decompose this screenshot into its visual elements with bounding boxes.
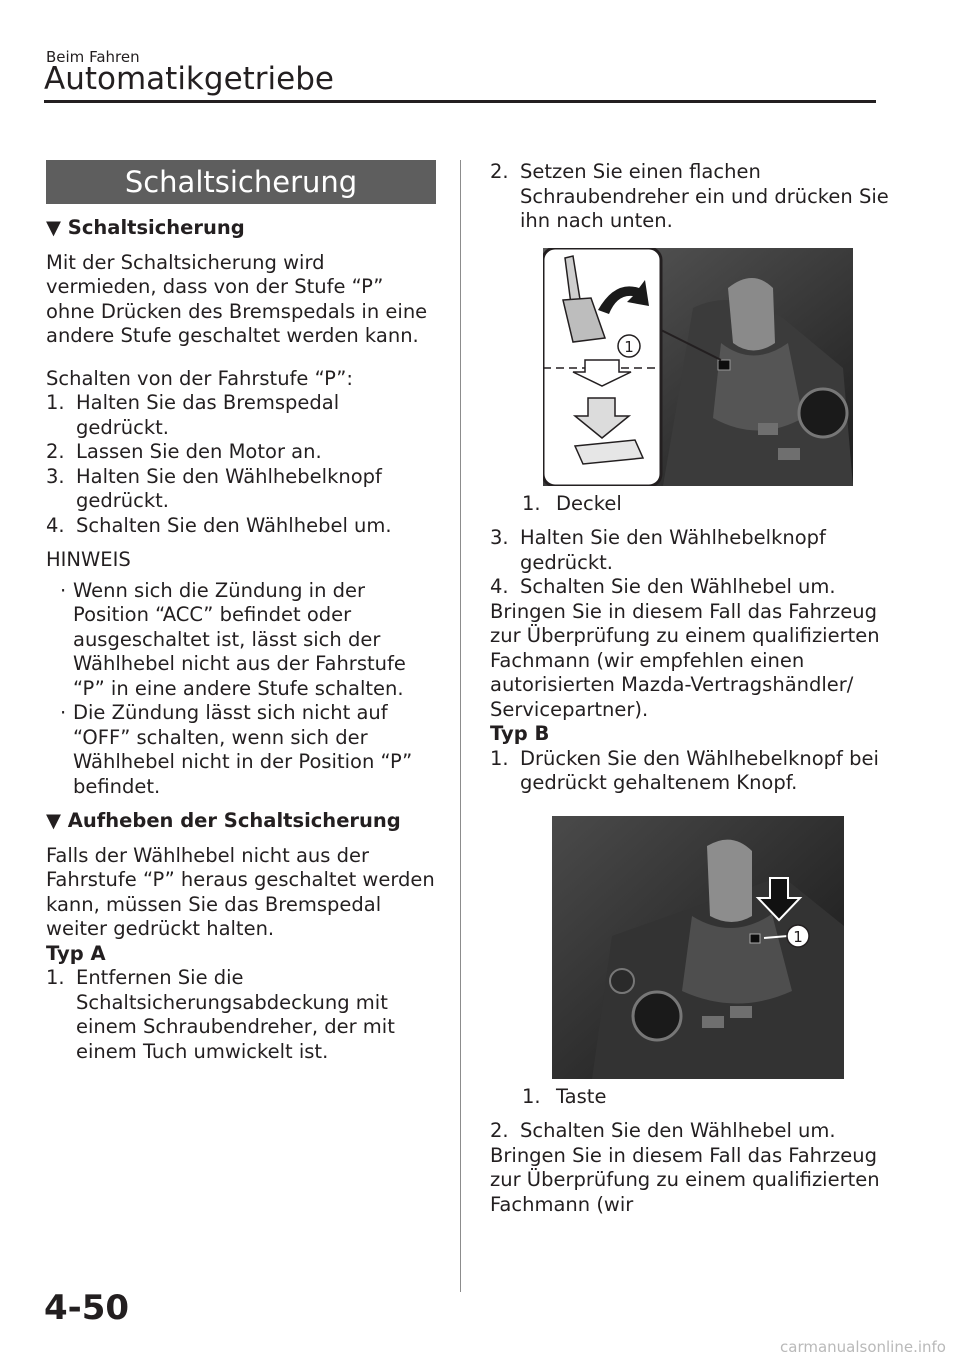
list-item: 3. Halten Sie den Wählhebelknopf gedrückt. (490, 526, 826, 574)
shift-steps (46, 391, 436, 538)
watermark: carmanualsonline.info (780, 1338, 946, 1356)
list-item: 1. Entfernen Sie die Schaltsicherungsabdeckung mit einem Schraubendreher, der mit einem Tuch umwickelt ist. (46, 966, 395, 1063)
gear-selector-illustration (543, 248, 853, 486)
triangle-down-icon: ▼ (46, 216, 61, 239)
page-number: 4-50 (44, 1288, 130, 1328)
triangle-down-icon: ▼ (46, 809, 61, 832)
figure-callout: 1 (793, 927, 803, 946)
header-title: Automatikgetriebe (44, 61, 334, 97)
left-column (46, 160, 436, 1064)
figure-caption: 1. Taste (522, 1084, 607, 1108)
column-divider (460, 160, 461, 1292)
inspection-paragraph-2: Bringen Sie in diesem Fall das Fahrzeug zur Überprüfung zu einem qualifizierten Fachmann (wir (490, 1143, 880, 1216)
inspection-paragraph: Bringen Sie in diesem Fall das Fahrzeug zur Überprüfung zu einem qualifizierten Fachmann (wir empfehlen einen autorisierten Mazda-Vertragshändler/ Servicepartner). (490, 599, 880, 721)
list-item: 3. Halten Sie den Wählhebelknopf gedrückt. (46, 464, 382, 512)
list-item: 2. Lassen Sie den Motor an. (46, 440, 322, 463)
list-item: 2. Schalten Sie den Wählhebel um. (490, 1119, 836, 1142)
type-b-label: Typ B (490, 722, 550, 745)
list-item: 1. Halten Sie das Bremspedal gedrückt. (46, 391, 340, 439)
list-item: 2. Setzen Sie einen flachen Schraubendreher ein und drücken Sie ihn nach unten. (490, 160, 889, 232)
figure-caption: 1. Deckel (522, 491, 622, 515)
note-item: · Die Zündung lässt sich nicht auf “OFF” schalten, wenn sich der Wählhebel nicht in der Position “P” befindet. (60, 701, 413, 798)
bullet-dot-icon: · (60, 578, 67, 602)
section-banner: Schaltsicherung (46, 160, 436, 204)
note-item: · Wenn sich die Zündung in der Position “ACC” befindet oder ausgeschaltet ist, lässt sich der Wählhebel nicht aus der Fahrstufe “P” in eine andere Stufe schalten. (60, 578, 406, 700)
subheading-shift-lock: ▼ Schaltsicherung (46, 216, 245, 239)
figure-callout: 1 (624, 337, 634, 356)
list-item: 1. Drücken Sie den Wählhebelknopf bei gedrückt gehaltenem Knopf. (490, 746, 879, 794)
list-item: 4. Schalten Sie den Wählhebel um. (490, 575, 836, 598)
intro-paragraph: Mit der Schaltsicherung wird vermieden, dass von der Stufe “P” ohne Drücken des Bremspedals in eine andere Stufe geschaltet werden kann. (46, 250, 428, 347)
note-label: HINWEIS (46, 548, 131, 571)
figure-button (552, 816, 844, 1079)
figure-cover-removal (543, 248, 853, 486)
bullet-dot-icon: · (60, 701, 67, 724)
right-column (490, 160, 890, 1217)
header-rule (44, 100, 876, 103)
type-a-label: Typ A (46, 941, 106, 965)
subheading-release: ▼ Aufheben der Schaltsicherung (46, 809, 401, 832)
header-section: Beim Fahren (46, 48, 140, 66)
shift-lead: Schalten von der Fahrstufe “P”: (46, 366, 353, 390)
list-item: 4. Schalten Sie den Wählhebel um. (46, 513, 392, 537)
release-intro: Falls der Wählhebel nicht aus der Fahrstufe “P” heraus geschaltet werden kann, müssen Sie das Bremspedal weiter gedrückt halten. (46, 843, 435, 940)
gear-selector-photo-illustration (552, 816, 844, 1079)
